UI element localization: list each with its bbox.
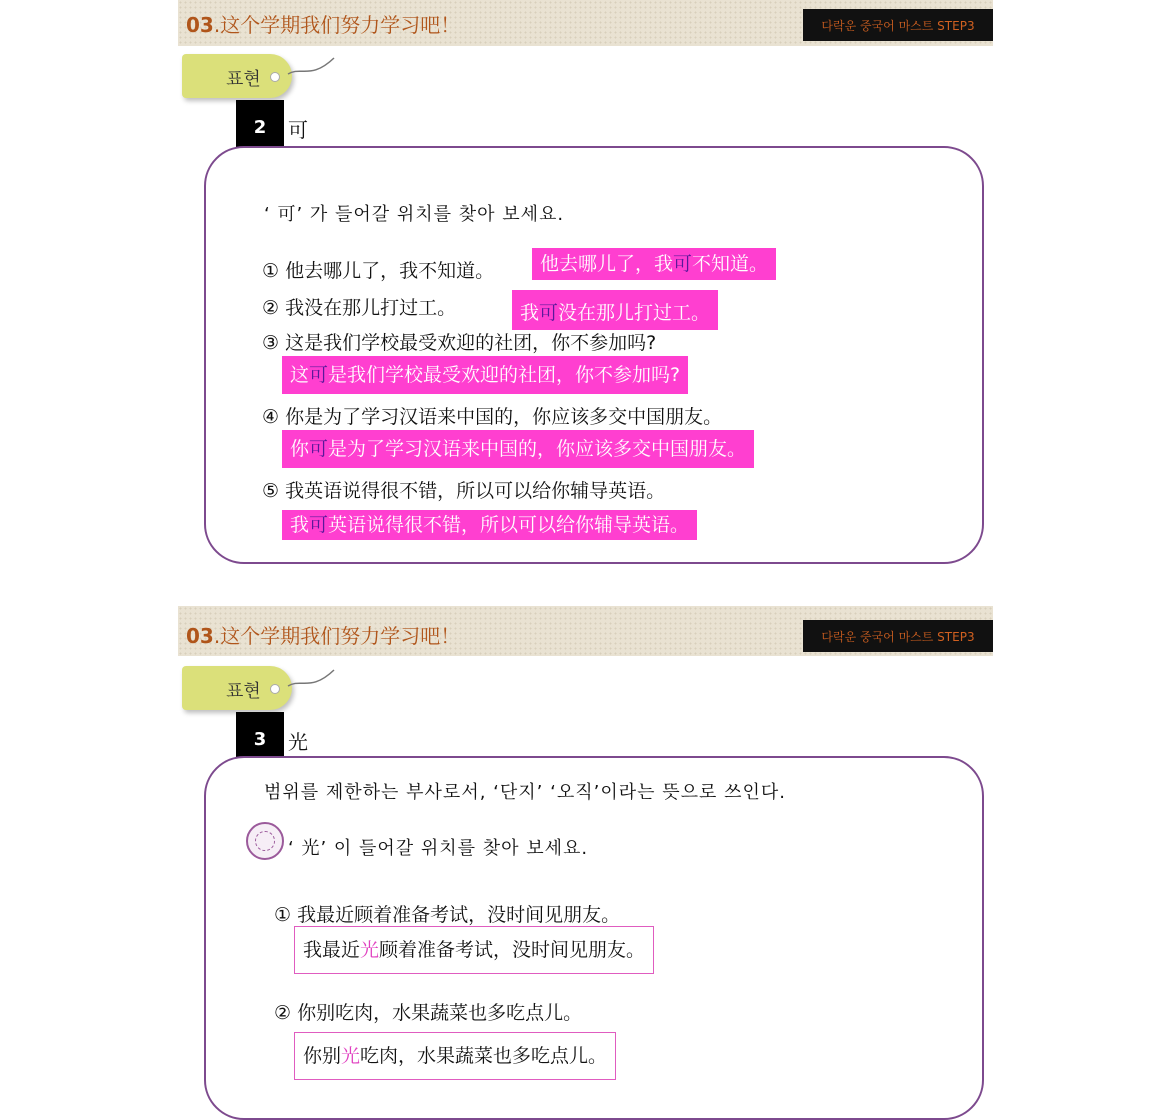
section-number: 2 xyxy=(236,100,284,154)
answer-1: 他去哪儿了，我可不知道。 xyxy=(532,248,776,280)
instruction: ‘ 光’ 이 들어갈 위치를 찾아 보세요. xyxy=(288,838,589,859)
tag-hole xyxy=(270,684,280,694)
tag-string-icon xyxy=(286,668,336,698)
answer-1: 我最近光顾着准备考试，没时间见朋友。 xyxy=(294,926,654,974)
question-4: ④ 你是为了学习汉语来中国的，你应该多交中国朋友。 xyxy=(262,406,723,428)
tag-string-icon xyxy=(286,56,336,86)
answer-5: 我可英语说得很不错，所以可以给你辅导英语。 xyxy=(282,510,697,540)
question-2: ② 你别吃肉，水果蔬菜也多吃点儿。 xyxy=(274,1002,583,1024)
question-1: ① 我最近顾着准备考试，没时间见朋友。 xyxy=(274,904,621,926)
slide-header xyxy=(178,0,993,46)
slide-header xyxy=(178,606,993,656)
question-3: ③ 这是我们学校最受欢迎的社团，你不参加吗? xyxy=(262,332,657,354)
exercise-box xyxy=(204,756,984,1120)
section-number: 3 xyxy=(236,712,284,766)
answer-2: 你别光吃肉，水果蔬菜也多吃点儿。 xyxy=(294,1032,616,1080)
description: 범위를 제한하는 부사로서, ‘단지’ ‘오직’이라는 뜻으로 쓰인다. xyxy=(264,782,786,803)
tag-hole xyxy=(270,72,280,82)
answer-4: 你可是为了学习汉语来中国的，你应该多交中国朋友。 xyxy=(282,430,754,468)
course-badge: 다락운 중국어 마스트 STEP3 xyxy=(803,9,993,41)
tag-label: 표현 xyxy=(226,69,261,90)
expression-tag xyxy=(182,54,292,98)
answer-2: 我可没在那儿打过工。 xyxy=(512,290,718,330)
instruction: ‘ 可’ 가 들어갈 위치를 찾아 보세요. xyxy=(264,204,565,225)
lesson-title: 03.这个学期我们努力学习吧！ xyxy=(186,624,461,648)
slide-1 xyxy=(178,0,993,570)
medal-icon xyxy=(246,822,284,860)
answer-3: 这可是我们学校最受欢迎的社团，你不参加吗? xyxy=(282,356,688,394)
lesson-title: 03.这个学期我们努力学习吧！ xyxy=(186,13,461,37)
question-5: ⑤ 我英语说得很不错，所以可以给你辅导英语。 xyxy=(262,480,666,502)
course-badge: 다락운 중국어 마스트 STEP3 xyxy=(803,620,993,652)
question-2: ② 我没在那儿打过工。 xyxy=(262,297,457,319)
tag-label: 표현 xyxy=(226,681,261,702)
expression-tag xyxy=(182,666,292,710)
slide-2 xyxy=(178,606,993,1080)
exercise-box xyxy=(204,146,984,564)
section-character: 可 xyxy=(288,118,308,142)
section-character: 光 xyxy=(288,730,308,754)
question-1: ① 他去哪儿了，我不知道。 xyxy=(262,260,495,282)
